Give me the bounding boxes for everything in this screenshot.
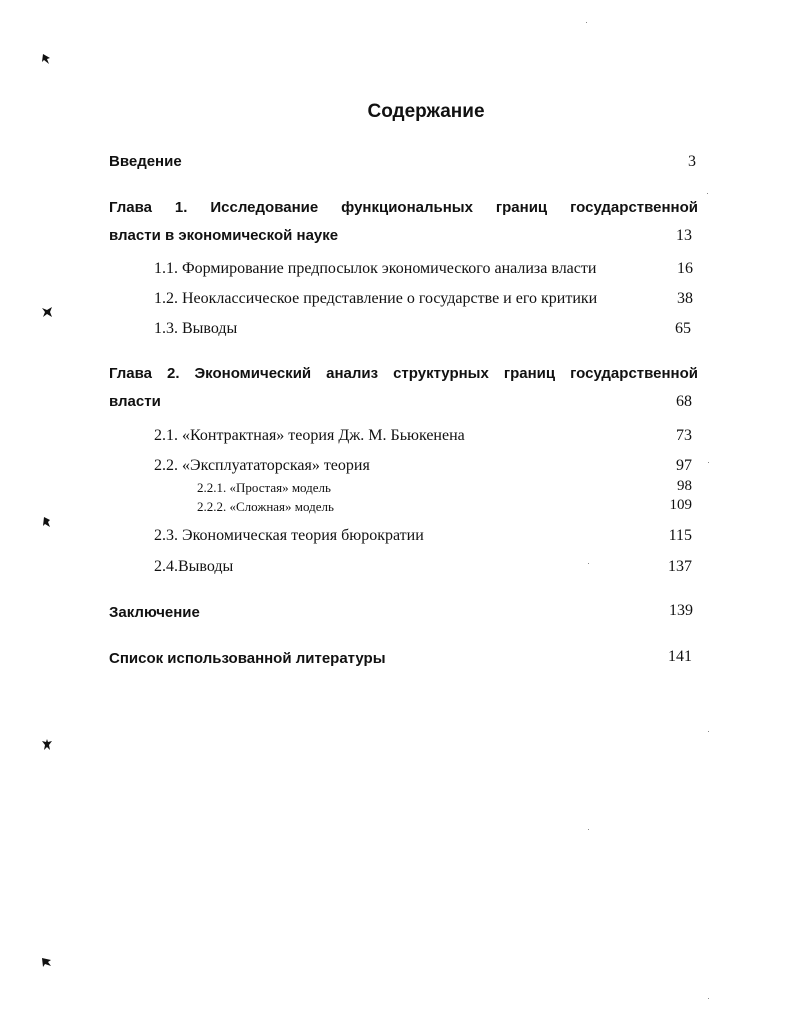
toc-section-2-2: 2.2. «Эксплуататорская» теория	[154, 457, 370, 474]
toc-page-section-1-2: 38	[677, 290, 693, 307]
toc-chapter-1-line-1: Глава 1. Исследование функциональных границ государственной	[109, 199, 698, 216]
toc-entry-bibliography: Список использованной литературы	[109, 650, 386, 667]
toc-page-chapter-1: 13	[676, 227, 692, 244]
toc-section-2-1: 2.1. «Контрактная» теория Дж. М. Бьюкенена	[154, 427, 465, 444]
binding-mark-icon	[40, 305, 54, 319]
toc-section-1-2: 1.2. Неоклассическое представление о государстве и его критики	[154, 290, 598, 307]
scan-speck	[708, 462, 709, 463]
toc-page-section-2-2: 97	[676, 457, 692, 474]
toc-page-section-2-4: 137	[668, 558, 692, 575]
scan-speck	[588, 563, 589, 564]
binding-mark-icon	[40, 52, 54, 66]
toc-entry-introduction: Введение	[109, 153, 182, 170]
scan-speck	[707, 193, 708, 194]
toc-section-1-3: 1.3. Выводы	[154, 320, 238, 337]
scan-speck	[586, 22, 587, 23]
scan-speck	[708, 998, 709, 999]
toc-page-section-2-1: 73	[676, 427, 692, 444]
toc-section-2-4: 2.4.Выводы	[154, 558, 234, 575]
toc-section-1-1: 1.1. Формирование предпосылок экономического анализа власти	[154, 260, 597, 277]
toc-page-section-2-3: 115	[668, 527, 692, 544]
page-title: Содержание	[367, 101, 485, 122]
toc-subsection-2-2-1: 2.2.1. «Простая» модель	[197, 480, 331, 495]
toc-chapter-1-line-2: власти в экономической науке	[109, 227, 339, 244]
toc-chapter-2-line-1: Глава 2. Экономический анализ структурных границ государственной	[109, 365, 698, 382]
toc-section-2-3: 2.3. Экономическая теория бюрократии	[154, 527, 424, 544]
toc-page-subsection-2-2-1: 98	[677, 478, 692, 494]
toc-chapter-2-line-2: власти	[109, 393, 161, 410]
toc-page-bibliography: 141	[668, 648, 692, 665]
toc-page-conclusion: 139	[669, 602, 693, 619]
binding-mark-icon	[40, 738, 54, 752]
toc-page-section-1-1: 16	[677, 260, 693, 277]
scan-speck	[588, 829, 589, 830]
toc-page-introduction: 3	[688, 153, 696, 170]
toc-page-chapter-2: 68	[676, 393, 692, 410]
toc-page-subsection-2-2-2: 109	[669, 497, 692, 513]
scan-speck	[708, 731, 709, 732]
toc-subsection-2-2-2: 2.2.2. «Сложная» модель	[197, 499, 334, 514]
binding-mark-icon	[40, 955, 54, 969]
toc-page-section-1-3: 65	[675, 320, 691, 337]
binding-mark-icon	[40, 515, 54, 529]
toc-entry-conclusion: Заключение	[109, 604, 200, 621]
